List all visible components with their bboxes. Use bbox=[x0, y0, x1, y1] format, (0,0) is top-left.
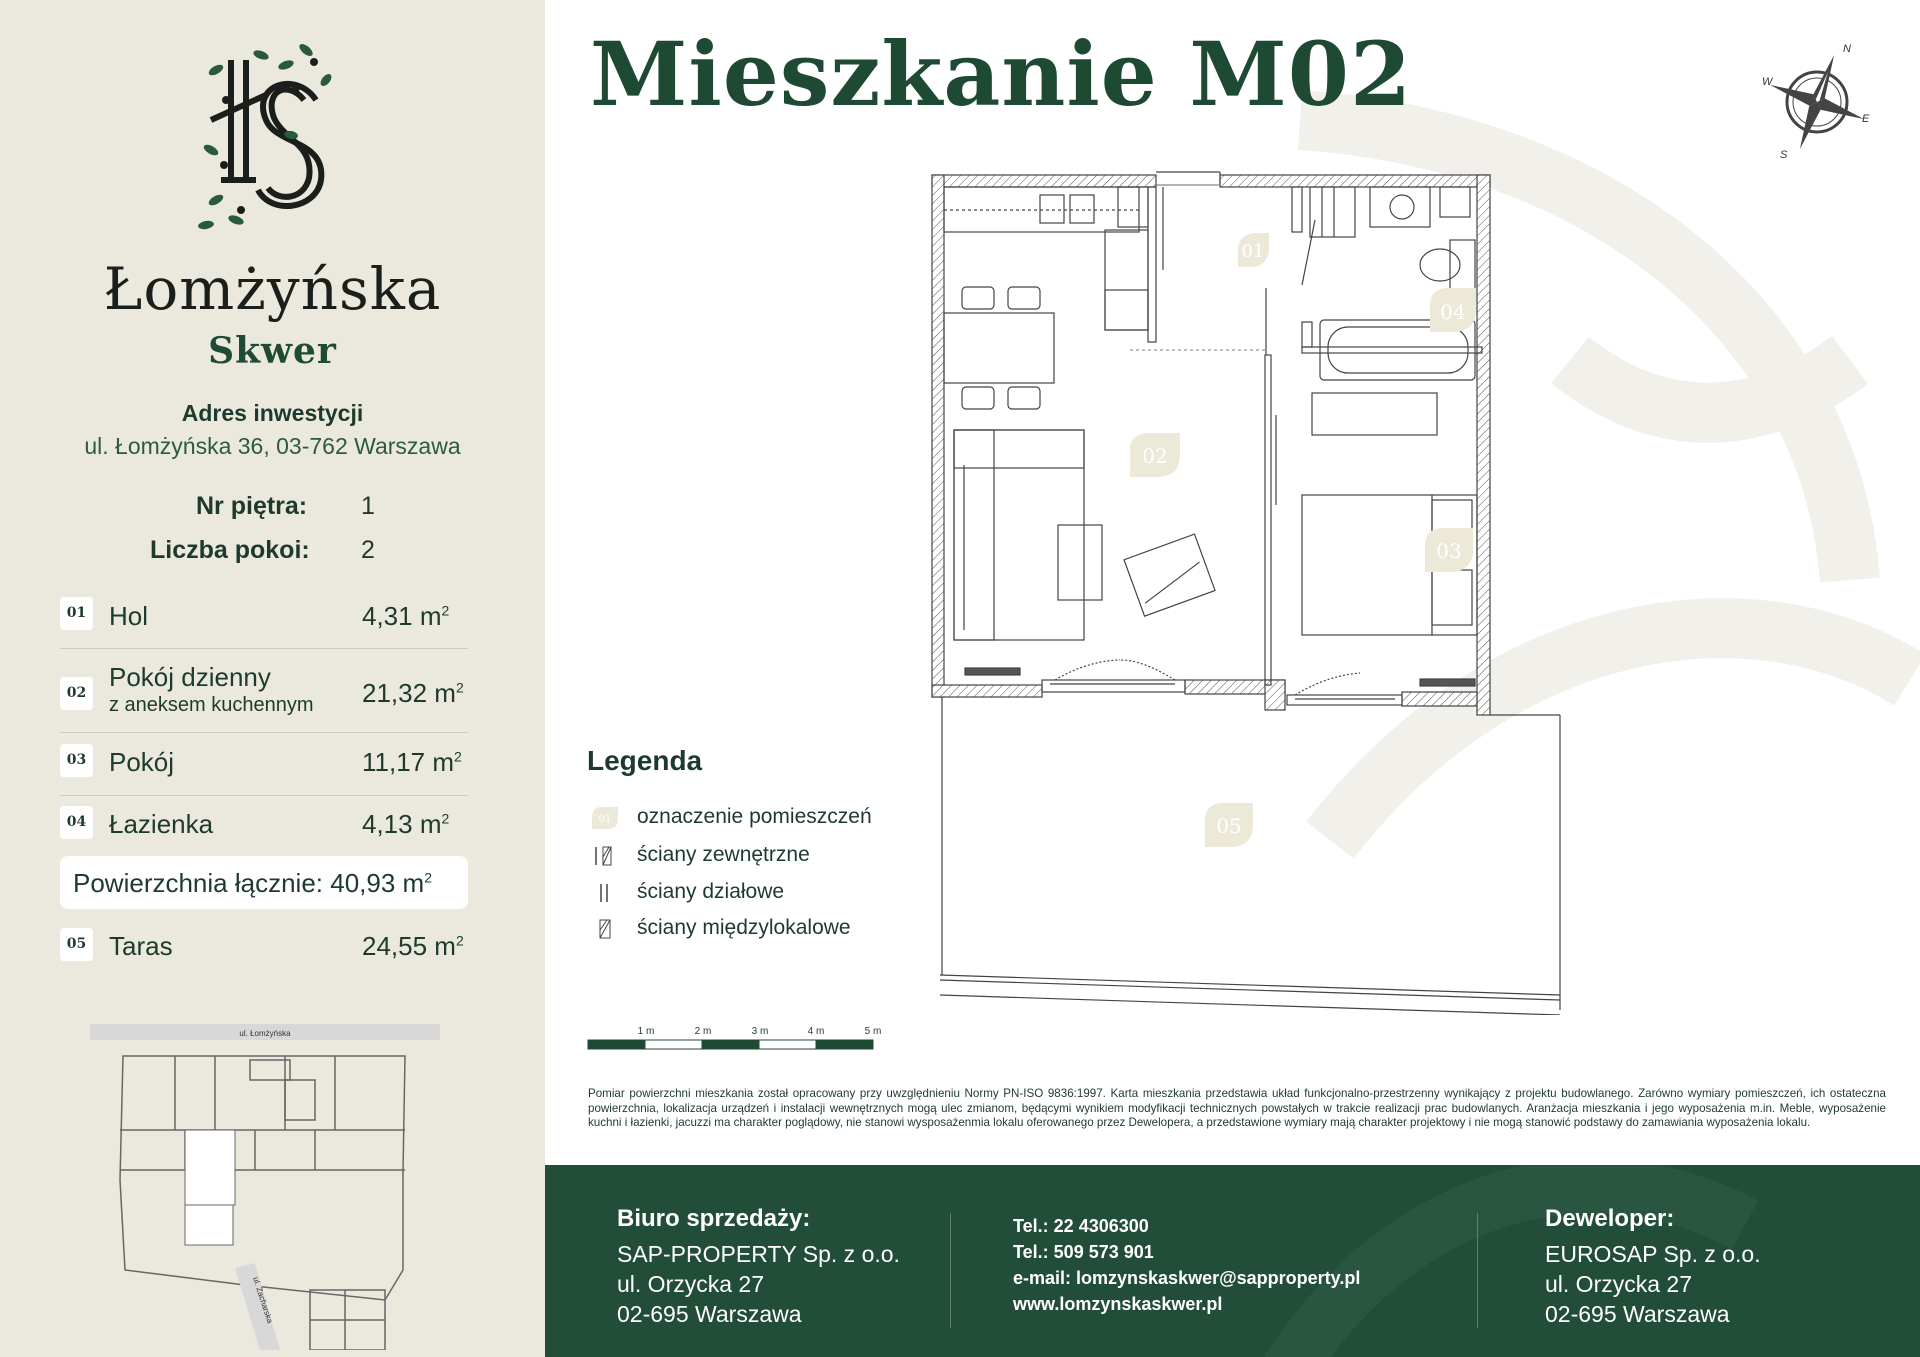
plan-label-05: 05 bbox=[1216, 814, 1242, 838]
floor-value: 1 bbox=[361, 492, 375, 520]
plan-label-02: 02 bbox=[1142, 444, 1168, 468]
plan-label-01: 01 bbox=[1241, 241, 1265, 262]
phone-1-link[interactable]: Tel.: 22 4306300 bbox=[1013, 1216, 1149, 1236]
plan-label-03: 03 bbox=[1436, 539, 1462, 563]
room-number-badge: 01 bbox=[60, 597, 93, 630]
address-value: ul. Łomżyńska 36, 03-762 Warszawa bbox=[84, 433, 461, 459]
sales-office bbox=[617, 1205, 900, 1329]
scale-label-1: 1 m bbox=[637, 1026, 655, 1037]
compass-e: E bbox=[1862, 113, 1870, 125]
rooms-count-value: 2 bbox=[361, 536, 375, 564]
room-number-badge: 02 bbox=[60, 677, 93, 710]
room-row-pokoj bbox=[60, 744, 468, 796]
total-area-box: Powierzchnia łącznie: 40,93 $m^2$ bbox=[60, 856, 468, 909]
room-name: Łazienka bbox=[109, 809, 214, 839]
scale-bar bbox=[587, 1022, 887, 1052]
compass-n: N bbox=[1843, 43, 1851, 55]
address-label: Adres inwestycji bbox=[181, 400, 364, 426]
exterior-wall-swatch bbox=[590, 843, 620, 869]
room-marker-swatch bbox=[590, 805, 620, 831]
plan-label-04: 04 bbox=[1440, 300, 1466, 324]
room-area: 11,17 $m^2$ bbox=[362, 747, 462, 777]
brand-subtitle: Skwer bbox=[208, 330, 337, 372]
partition-wall-swatch bbox=[590, 880, 620, 906]
party-wall-swatch bbox=[590, 916, 620, 942]
footer-divider bbox=[950, 1213, 951, 1328]
rooms-count-label: Liczba pokoi: bbox=[150, 536, 310, 564]
phone-2-link[interactable]: Tel.: 509 573 901 bbox=[1013, 1242, 1154, 1262]
scale-label-4: 4 m bbox=[807, 1026, 825, 1037]
room-marker-02 bbox=[1130, 433, 1180, 477]
footer bbox=[545, 1165, 1920, 1357]
room-area: 4,31 $m^2$ bbox=[362, 601, 450, 631]
developer-city: 02-695 Warszawa bbox=[1545, 1301, 1730, 1327]
sales-city: 02-695 Warszawa bbox=[617, 1301, 802, 1327]
room-name: Pokój dzienny bbox=[109, 662, 271, 692]
room-marker-04 bbox=[1430, 288, 1476, 332]
siteplan-street-top: ul. Łomżyńska bbox=[239, 1029, 291, 1038]
logo-emblem-icon bbox=[196, 40, 346, 240]
page-title: Mieszkanie M02 bbox=[590, 22, 1413, 126]
room-number-badge: 05 bbox=[60, 928, 93, 961]
sales-heading: Biuro sprzedaży: bbox=[617, 1205, 811, 1232]
email-link[interactable]: e-mail: lomzynskaskwer@sapproperty.pl bbox=[1013, 1268, 1361, 1288]
room-area: 4,13 $m^2$ bbox=[362, 809, 450, 839]
contact-info bbox=[1013, 1213, 1360, 1317]
disclaimer-text: Pomiar powierzchni mieszkania został opracowany przy uwzględnieniu Normy PN-ISO 9836:1997. Karta mieszkania przedstawia układ funkcjonalno-przestrzenny wynikający z projektu budowlanego. Zarówno wymiary pomieszczeń, ich ostateczna powierzchnia, lokalizacja urządzeń i instalacji wewnętrznych mogą ulec zmianom, będącymi wynikiem modyfikacji technicznych powstałych w trakcie realizacji prac budowlanych. Aranżacja mieszkania i jego wyposażenia m.in. Meble, wyposażenie kuchni i łazienki, jacuzzi ma charakter poglądowy, nie stanowi wysposażenmia lokalu oferowanego przez Dewelopera, a przedstawione wymiary mają charakter projektowy i nie mogą stanowić podstawy do zamawiania wyposażenia lokalu. bbox=[588, 1087, 1886, 1129]
room-row-hol bbox=[60, 597, 468, 649]
siteplan-street-side: ul. Zacharska bbox=[251, 1275, 275, 1325]
footer-divider bbox=[1477, 1213, 1478, 1328]
developer-company: EUROSAP Sp. z o.o. bbox=[1545, 1241, 1761, 1267]
compass-s: S bbox=[1780, 149, 1788, 160]
room-row-terrace bbox=[60, 928, 468, 968]
room-number-badge: 03 bbox=[60, 744, 93, 777]
svg-text:01: 01 bbox=[598, 814, 612, 825]
compass-icon bbox=[1755, 40, 1875, 160]
developer-street: ul. Orzycka 27 bbox=[1545, 1271, 1692, 1297]
scale-label-2: 2 m bbox=[694, 1026, 712, 1037]
room-name: Pokój bbox=[109, 747, 175, 777]
room-area: 24,55 $m^2$ bbox=[362, 931, 464, 961]
room-area: 21,32 $m^2$ bbox=[362, 678, 464, 708]
sales-company: SAP-PROPERTY Sp. z o.o. bbox=[617, 1241, 900, 1267]
scale-label-5: 5 m bbox=[864, 1026, 882, 1037]
room-marker-05 bbox=[1205, 803, 1253, 847]
room-row-lazienka bbox=[60, 806, 468, 846]
info-panel bbox=[0, 0, 545, 1357]
room-subtitle: z aneksem kuchennym bbox=[109, 694, 314, 716]
website-link[interactable]: www.lomzynskaskwer.pl bbox=[1013, 1294, 1223, 1314]
room-marker-01 bbox=[1238, 233, 1269, 267]
legend-title: Legenda bbox=[587, 745, 703, 776]
compass-w: W bbox=[1762, 76, 1773, 88]
developer-heading: Deweloper: bbox=[1545, 1205, 1675, 1232]
floor-label: Nr piętra: bbox=[196, 492, 308, 520]
floor-plan bbox=[920, 165, 1580, 1015]
room-name: Taras bbox=[109, 931, 173, 961]
room-row-living bbox=[60, 660, 468, 733]
room-marker-03 bbox=[1425, 528, 1473, 572]
sales-street: ul. Orzycka 27 bbox=[617, 1271, 764, 1297]
site-plan-map bbox=[85, 1020, 445, 1350]
brand-name: Łomżyńska bbox=[103, 255, 442, 323]
scale-label-3: 3 m bbox=[751, 1026, 769, 1037]
developer-info bbox=[1545, 1205, 1761, 1329]
room-name: Hol bbox=[109, 601, 149, 631]
room-number-badge: 04 bbox=[60, 806, 93, 839]
